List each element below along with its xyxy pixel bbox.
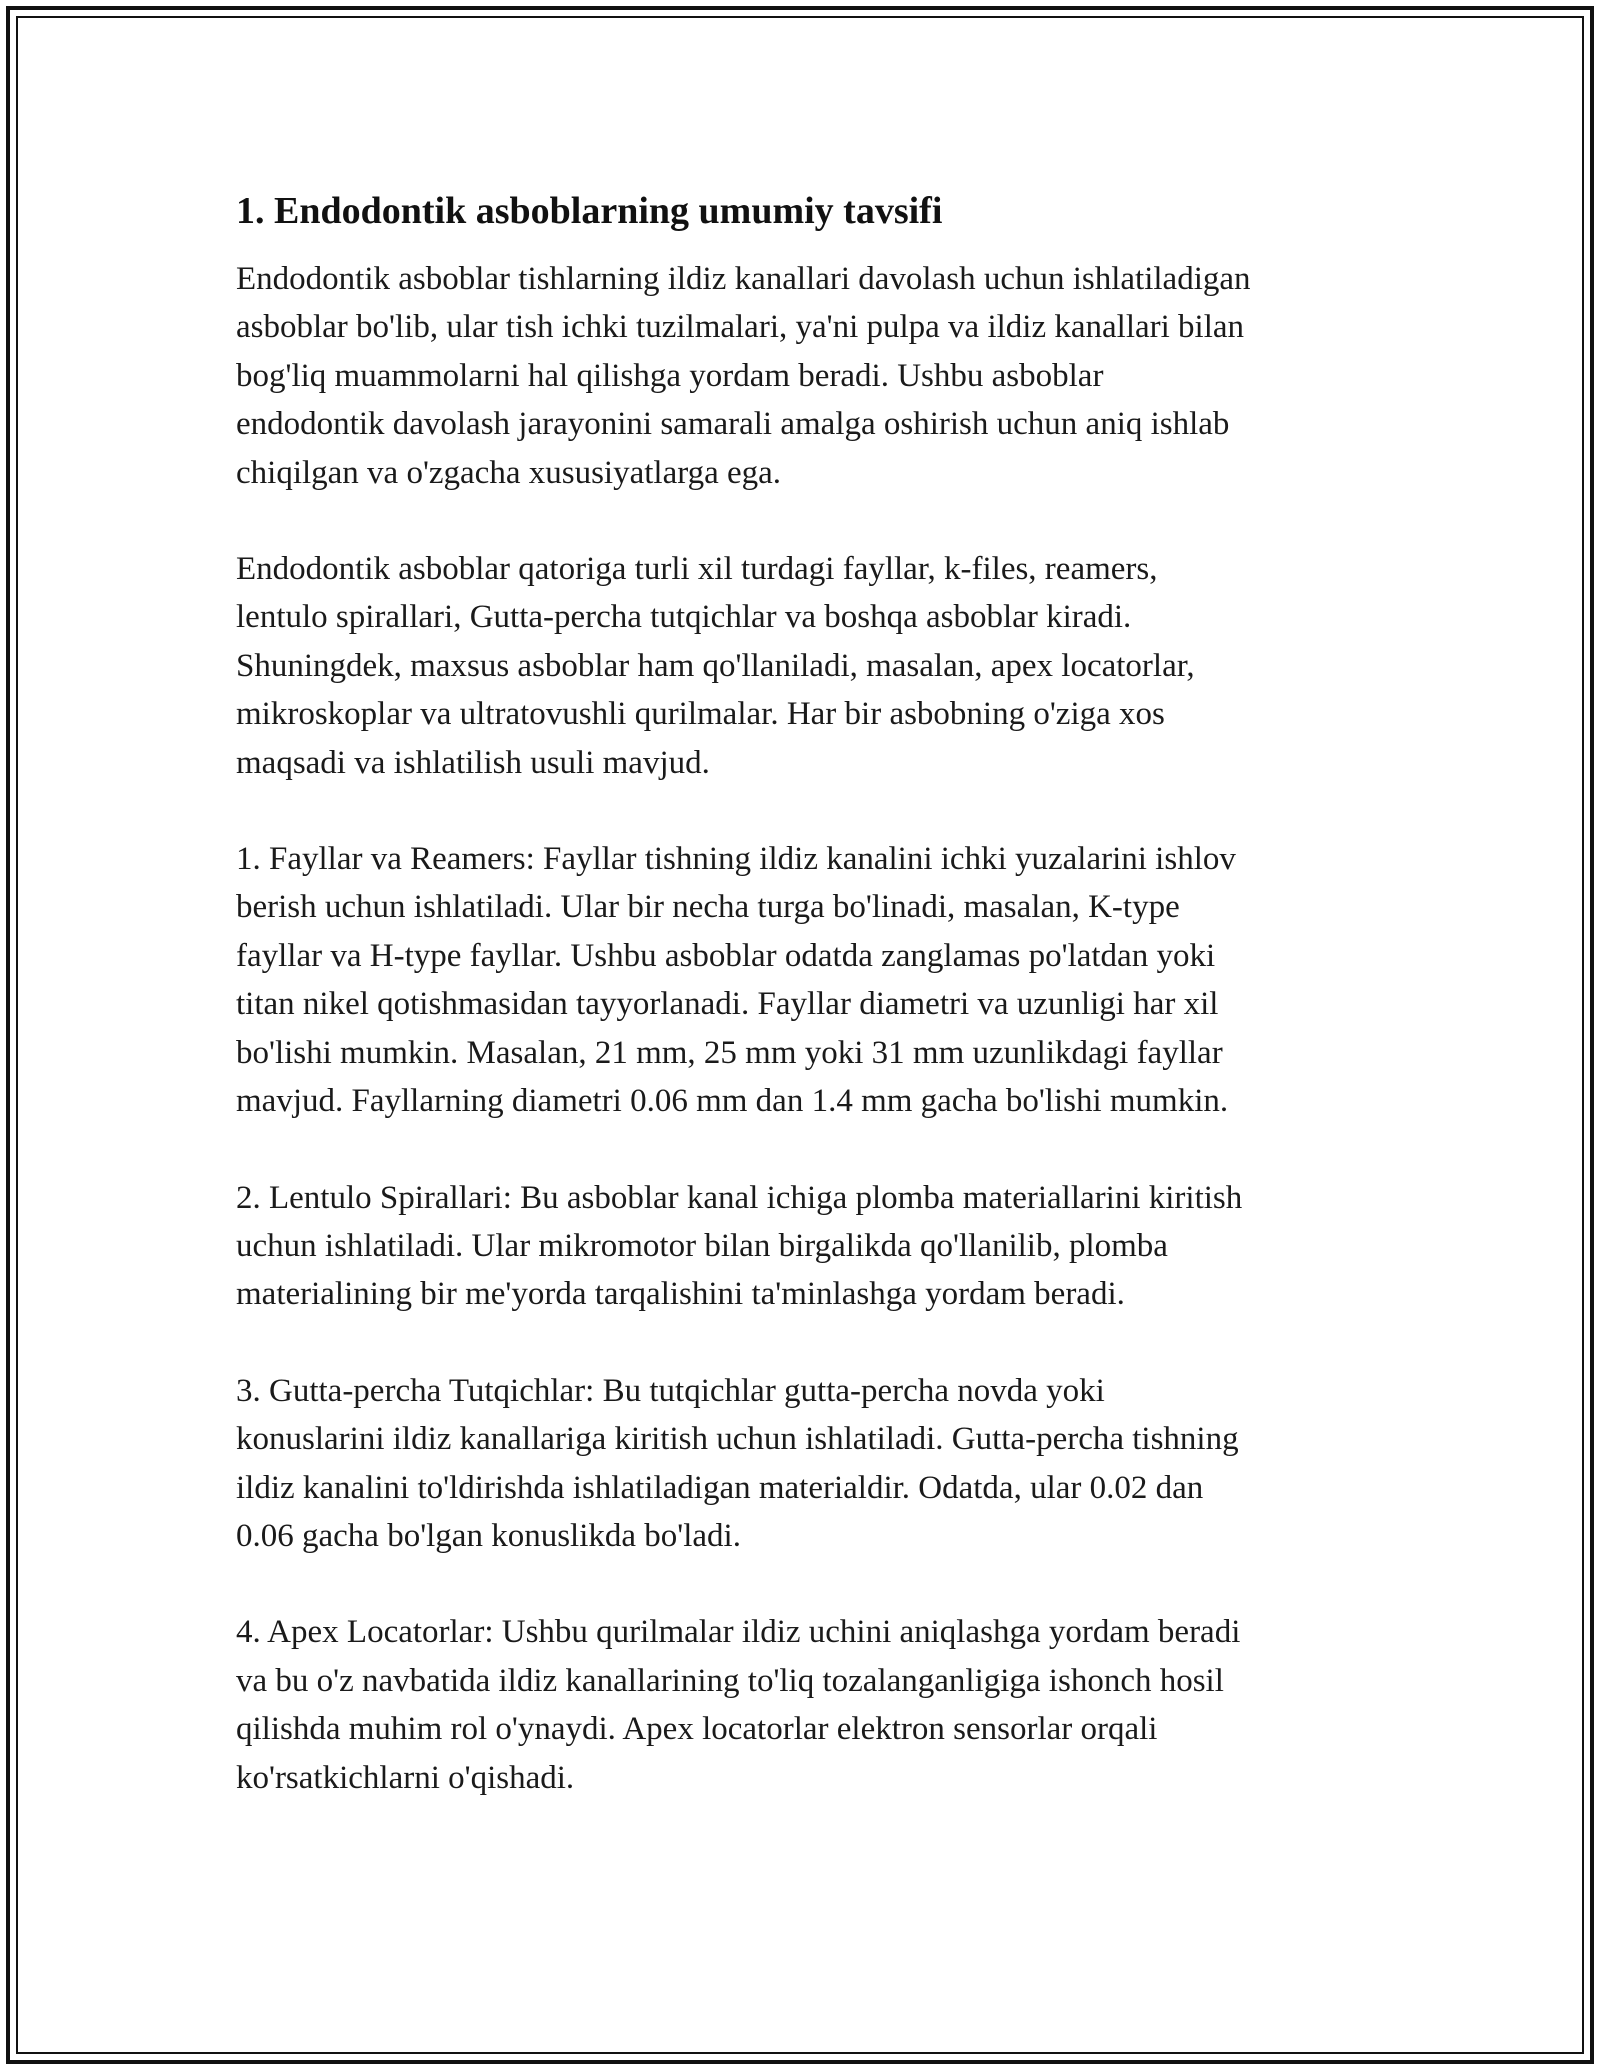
paragraph-line: Shuningdek, maxsus asboblar ham qo'llaniladi, masalan, apex locatorlar, [236, 647, 1195, 684]
paragraph-line: Endodontik asboblar qatoriga turli xil turdagi fayllar, k-files, reamers, [236, 551, 1158, 588]
paragraph-line: chiqilgan va o'zgacha xususiyatlarga ega. [236, 454, 782, 491]
paragraph-line: mavjud. Fayllarning diametri 0.06 mm dan 1.4 mm gacha bo'lishi mumkin. [236, 1083, 1229, 1120]
paragraph-files-reamers [236, 835, 1376, 1125]
paragraph-line: 4. Apex Locatorlar: Ushbu qurilmalar ildiz uchini aniqlashga yordam beradi [236, 1614, 1241, 1651]
paragraph-lentulo-spirals [236, 1174, 1376, 1319]
paragraph-line: Endodontik asboblar tishlarning ildiz kanallari davolash uchun ishlatiladigan [236, 261, 1251, 297]
section-heading: 1. Endodontik asboblarning umumiy tavsifi [236, 190, 943, 232]
paragraph-line: fayllar va H-type fayllar. Ushbu asboblar odatda zanglamas po'latdan yoki [236, 937, 1216, 974]
paragraph-line: endodontik davolash jarayonini samarali amalga oshirish uchun aniq ishlab [236, 406, 1230, 443]
paragraph-line: lentulo spirallari, Gutta-percha tutqichlar va boshqa asboblar kiradi. [236, 599, 1132, 636]
paragraph-line: berish uchun ishlatiladi. Ular bir necha turga bo'linadi, masalan, K-type [236, 889, 1180, 926]
paragraph-line: va bu o'z navbatida ildiz kanallarining to'liq tozalanganligiga ishonch hosil [236, 1662, 1224, 1699]
paragraph-intro [236, 255, 1376, 497]
paragraph-line: titan nikel qotishmasidan tayyorlanadi. Fayllar diametri va uzunligi har xil [236, 986, 1219, 1023]
paragraph-line: qilishda muhim rol o'ynaydi. Apex locatorlar elektron sensorlar orqali [236, 1711, 1158, 1748]
paragraph-line: ildiz kanalini to'ldirishda ishlatiladigan materialdir. Odatda, ular 0.02 dan [236, 1469, 1204, 1506]
paragraph-instrument-types [236, 545, 1376, 787]
paragraph-line: konuslarini ildiz kanallariga kiritish uchun ishlatiladi. Gutta-percha tishning [236, 1421, 1239, 1458]
paragraph-line: maqsadi va ishlatilish usuli mavjud. [236, 744, 710, 781]
paragraph-apex-locators [236, 1608, 1376, 1802]
paragraph-line: materialining bir me'yorda tarqalishini ta'minlashga yordam beradi. [236, 1276, 1125, 1313]
paragraph-line: mikroskoplar va ultratovushli qurilmalar. Har bir asbobning o'ziga xos [236, 696, 1165, 733]
paragraph-line: bog'liq muammolarni hal qilishga yordam beradi. Ushbu asboblar [236, 357, 1104, 394]
paragraph-line: 0.06 gacha bo'lgan konuslikda bo'ladi. [236, 1517, 741, 1554]
paragraph-line: 2. Lentulo Spirallari: Bu asboblar kanal ichiga plomba materiallarini kiritish [236, 1179, 1243, 1216]
document-content [236, 185, 1376, 1850]
paragraph-line: asboblar bo'lib, ular tish ichki tuzilmalari, ya'ni pulpa va ildiz kanallari bilan [236, 309, 1245, 346]
paragraph-line: bo'lishi mumkin. Masalan, 21 mm, 25 mm yoki 31 mm uzunlikdagi fayllar [236, 1034, 1223, 1071]
paragraph-line: 1. Fayllar va Reamers: Fayllar tishning ildiz kanalini ichki yuzalarini ishlov [236, 841, 1236, 878]
paragraph-gutta-percha [236, 1367, 1376, 1561]
paragraph-line: 3. Gutta-percha Tutqichlar: Bu tutqichlar gutta-percha novda yoki [236, 1372, 1105, 1409]
paragraph-line: uchun ishlatiladi. Ular mikromotor bilan birgalikda qo'llanilib, plomba [236, 1227, 1168, 1264]
paragraph-line: ko'rsatkichlarni o'qishadi. [236, 1759, 575, 1796]
